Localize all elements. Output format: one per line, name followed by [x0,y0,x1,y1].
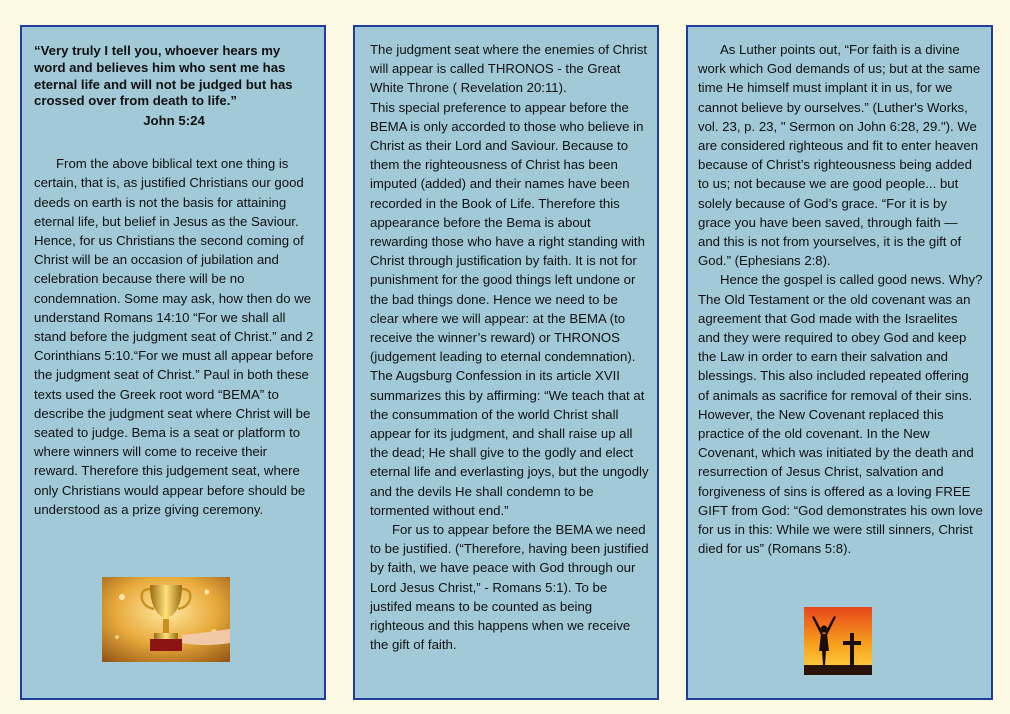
scripture-quote: “Very truly I tell you, whoever hears my word and believes him who sent me has eternal life and will not be judged but has crossed over from death to life.” [34,43,293,109]
panel-middle [353,25,659,700]
panel-right [686,25,993,700]
cross-sunset-icon [804,607,872,675]
scripture-reference: John 5:24 [143,113,205,129]
trophy-icon [102,577,230,662]
body-paragraph: Hence the gospel is called good news. Why? The Old Testament or the old covenant was an agreement that God made with the Israelites and they were required to obey God and keep the Law in order to earn their salvation and blessings. This also included repeated offering of animals as sacrifice for removal of their sins. However, the New Covenant replaced this practice of the old covenant. In the New Covenant, which was initiated by the death and resurrection of Jesus Christ, salvation and forgiveness of sins is offered as a loving FREE GIFT from God: “God demonstrates his own love for us in this: While we were still sinners, Christ died for us” (Romans 5:8). [698,272,983,557]
body-paragraph: This special preference to appear before the BEMA is only accorded to those who believe in Christ as their Lord and Saviour. Because to them the righteousness of Christ has been imputed (added) and their names have been recorded in the Book of Life. Therefore this appearance before the Bema is about rewarding those who have a right standing with Christ through justification by faith. It is not for punishment for the good things left undone or the bad things done. Hence we need to be clear where we will appear: at the BEMA (to receive the winner’s reward) or THRONOS (judgement leading to eternal condemnation). The Augsburg Confession in its article XVII summarizes this by affirming: “We teach that at the consummation of the world Christ shall appear for its judgment, and shall raise up all the dead; He shall give to the godly and elect eternal life and everlasting joys, but the ungodly and the devils He shall condemn to be tormented without end.” [370,99,649,518]
body-paragraph: The judgment seat where the enemies of Christ will appear is called THRONOS - the Great White Throne ( Revelation 20:11). [370,42,648,96]
panel-left [20,25,326,700]
body-paragraph: From the above biblical text one thing is certain, that is, as justified Christians our good deeds on earth is not the basis for attaining eternal life, but belief in Jesus as the Saviour. Hence, for us Christians the second coming of Christ will be an occasion of jubilation and celebration because there will be no condemnation. Some may ask, how then do we understand Romans 14:10 “For we shall all stand before the judgment seat of Christ.” and 2 Corinthians 5:10.“For we must all appear before the judgment seat of Christ.” Paul in both these texts used the Greek root word “BEMA” to describe the judgment seat where Christ will be seated to judge. Bema is a seat or platform to where winners will come to receive their reward. Therefore this judgement seat, where only Christians would appear before should be understood as a prize giving ceremony. [34,156,314,517]
body-paragraph: As Luther points out, “For faith is a divine work which God demands of us; but at the same time He himself must implant it in us, for we cannot believe by ourselves.” (Luther's Works, vol. 23, p. 23, " Sermon on John 6:28, 29."). We are considered righteous and fit to enter heaven because of Christ’s righteousness being added to us; not because we are good people... but solely because of God’s grace. “For it is by grace you have been saved, through faith — and this is not from yourselves, it is the gift of God.” (Ephesians 2:8). [698,42,981,269]
body-paragraph: For us to appear before the BEMA we need to be justified. (“Therefore, having been justified by faith, we have peace with God through our Lord Jesus Christ,” - Romans 5:1). To be justifed means to be counted as being righteous and this happens when we receive the gift of faith. [370,522,649,653]
